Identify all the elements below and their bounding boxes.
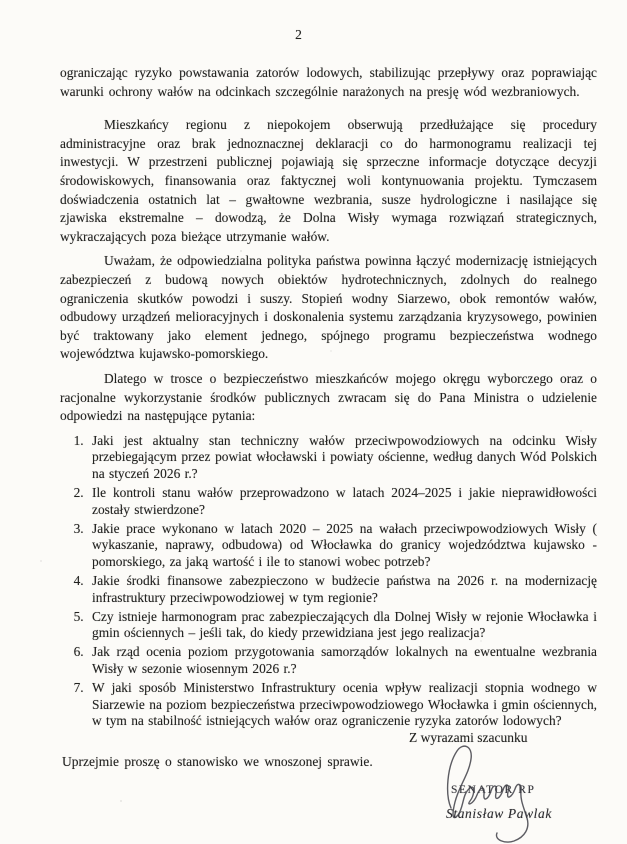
closing-request: Uprzejmie proszę o stanowisko we wnoszonej sprawie.	[62, 754, 373, 770]
scan-noise	[150, 90, 152, 92]
question-item-3: 3. Jakie prace wykonano w latach 2020 – 2025 na wałach przeciwpowodziowych Wisły ( wykaszanie, naprawy, odbudowa) od Włocławka do granicy wojedzództwa kujawsko - pomorskiego, za jaką wartość i ile to stanowi wobec potrzeb?	[88, 521, 597, 571]
question-item-5: 5. Czy istnieje harmonogram prac zabezpieczających dla Dolnej Wisły w rejonie Włocławka i gmin ościennych – jeśli tak, do kiedy przewidziana jest jego realizacja?	[88, 609, 597, 643]
signer-title: SENATOR RP	[451, 784, 536, 796]
closing-salutation: Z wyrazami szacunku	[409, 730, 528, 745]
paragraph-questions-intro: Dlatego w trosce o bezpieczeństwo mieszkańców mojego okręgu wyborczego oraz o racjonalne wykorzystanie środków publicznych zwracam się do Pana Ministra o udzielenie odpowiedzi na następujące pytania:	[60, 370, 597, 424]
question-item-7: 7. W jaki sposób Ministerstwo Infrastruktury ocenia wpływ realizacji stopnia wodnego w Siarzewie na poziom bezpieczeństwa przeciwpowodziowego Włocławka i gmin ościennych, w tym na stabilność istniejących wałów oraz ograniczenie ryzyka zatorów lodowych?	[88, 680, 597, 730]
questions-list	[60, 433, 597, 731]
paragraph-residents-concern: Mieszkańcy regionu z niepokojem obserwują przedłużające się procedury administracyjne oraz brak jednoznacznej deklaracji co do harmonogramu realizacji tej inwestycji. W przestrzeni publicznej pojawiają się sprzeczne informacje dotyczące decyzji środowiskowych, finansowania oraz faktycznej woli kontynuowania projektu. Tymczasem doświadczenia ostatnich lat – gwałtowne wezbrania, susze hydrologiczne i nasilające się zjawiska ekstremalne – dowodzą, że Dolna Wisły wymaga rozwiązań strategicznych, wykraczających poza bieżące utrzymanie wałów.	[60, 117, 597, 244]
question-item-6: 6. Jak rząd ocenia poziom przygotowania samorządów lokalnych na ewentualne wezbrania Wisły w sezonie wiosennym 2026 r.?	[88, 644, 597, 678]
question-item-4: 4. Jakie środki finansowe zabezpieczono w budżecie państwa na 2026 r. na modernizację infrastruktury przeciwpowodziowej w tym regionie?	[88, 573, 597, 607]
signature-scribble	[437, 744, 547, 844]
signer-name: Stanisław Pawlak	[446, 806, 552, 821]
page-number: 2	[295, 27, 302, 42]
question-item-1: 1. Jaki jest aktualny stan techniczny wałów przeciwpowodziowych na odcinku Wisły przebiegającym przez powiat włocławski i powiaty ościenne, według danych Wód Polskich na styczeń 2026 r.?	[88, 433, 597, 483]
question-item-2: 2. Ile kontroli stanu wałów przeprowadzono w latach 2024–2025 i jakie nieprawidłowości zostały stwierdzone?	[88, 485, 597, 519]
paragraph-policy-opinion: Uważam, że odpowiedzialna polityka państwa powinna łączyć modernizację istniejących zabezpieczeń z budową nowych obiektów hydrotechnicznych, zdolnych do realnego ograniczenia skutków powodzi i suszy. Stopień wodny Siarzewo, obok remontów wałów, odbudowy urządzeń melioracyjnych i doskonalenia systemu zarządzania kryzysowego, powinien być traktowany jako element jednego, spójnego programu bezpieczeństwa wodnego województwa kujawsko-pomorskiego.	[60, 253, 597, 362]
paragraph-continuation: ograniczając ryzyko powstawania zatorów lodowych, stabilizując przepływy oraz poprawiając warunki ochrony wałów na odcinkach szczególnie narażonych na presję wód wezbraniowych.	[60, 65, 597, 99]
